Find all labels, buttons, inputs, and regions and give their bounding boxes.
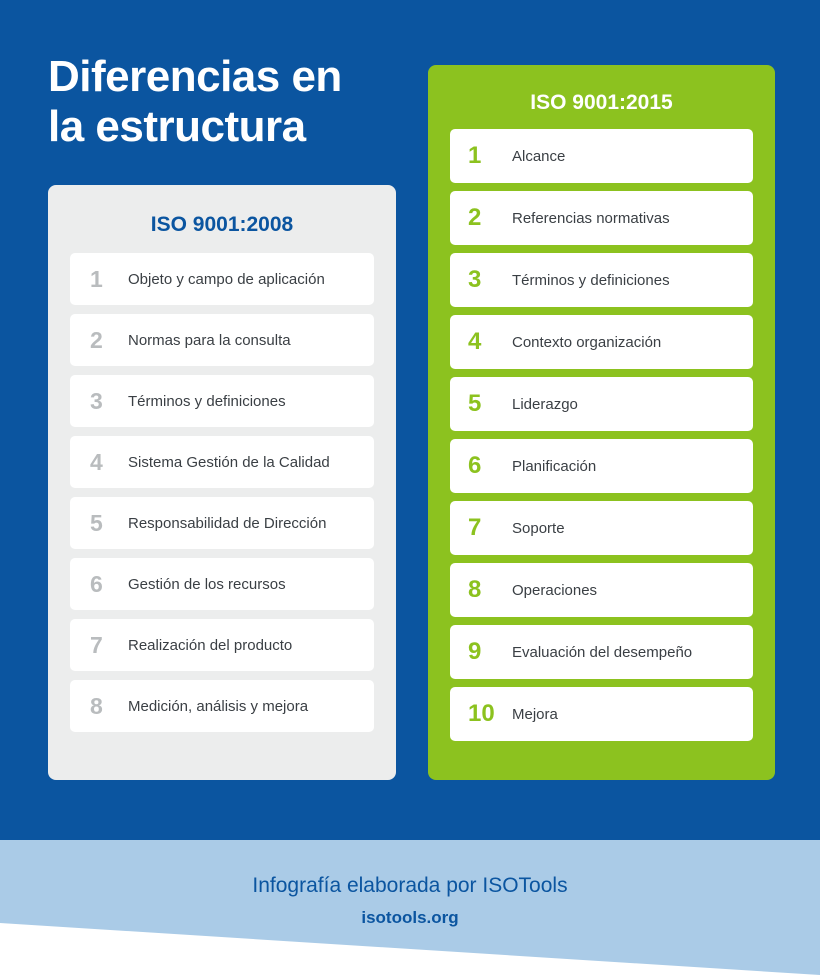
list-item-label: Responsabilidad de Dirección [128, 514, 327, 532]
footer-wedge-decoration [0, 923, 820, 975]
list-item [450, 501, 753, 555]
list-item-number: 1 [90, 265, 103, 292]
list-item-label: Términos y definiciones [128, 392, 286, 410]
list-item-number: 3 [468, 266, 482, 293]
list-item-number: 4 [90, 448, 103, 475]
list-item-number: 7 [468, 514, 482, 541]
list-item-number: 8 [90, 692, 103, 719]
list-item [70, 375, 374, 427]
list-item-label: Soporte [512, 519, 565, 537]
footer-credit: Infografía elaborada por ISOTools [252, 874, 568, 897]
panel-iso-2008-heading: ISO 9001:2008 [150, 213, 294, 236]
list-item-number: 3 [90, 387, 103, 414]
page-title-line-1: Diferencias en [48, 52, 342, 101]
footer-url[interactable]: isotools.org [361, 908, 459, 927]
panel-iso-2008 [48, 185, 396, 780]
list-item [450, 191, 753, 245]
list-item [70, 497, 374, 549]
list-item [450, 687, 753, 741]
list-item-label: Sistema Gestión de la Calidad [128, 453, 330, 471]
list-item-label: Evaluación del desempeño [512, 643, 693, 661]
list-item-number: 4 [468, 328, 482, 355]
list-item [450, 563, 753, 617]
list-item [70, 314, 374, 366]
list-item-label: Liderazgo [512, 395, 578, 413]
list-item-label: Mejora [512, 705, 558, 723]
list-item [450, 625, 753, 679]
list-item [450, 377, 753, 431]
list-item-number: 10 [468, 700, 495, 727]
panel-iso-2015-heading: ISO 9001:2015 [530, 91, 673, 114]
list-item [450, 253, 753, 307]
list-item-label: Gestión de los recursos [128, 575, 286, 593]
list-item-label: Operaciones [512, 581, 598, 599]
list-item-number: 8 [468, 576, 482, 603]
list-item [70, 558, 374, 610]
list-item-label: Normas para la consulta [128, 331, 291, 349]
list-item-number: 7 [90, 631, 103, 658]
list-item-label: Medición, análisis y mejora [128, 697, 309, 715]
footer [0, 840, 820, 975]
list-item [70, 680, 374, 732]
list-item-label: Términos y definiciones [512, 271, 670, 289]
page-title [48, 52, 408, 152]
list-item-number: 6 [90, 570, 103, 597]
list-item [450, 315, 753, 369]
list-item-number: 2 [90, 326, 103, 353]
list-item [70, 619, 374, 671]
list-item [450, 439, 753, 493]
list-item-label: Objeto y campo de aplicación [128, 270, 325, 288]
list-item-number: 5 [468, 390, 482, 417]
list-item [450, 129, 753, 183]
list-item-number: 5 [90, 509, 103, 536]
list-item-label: Contexto organización [512, 333, 662, 351]
list-item-number: 9 [468, 638, 482, 665]
list-item-number: 2 [468, 204, 482, 231]
list-item [70, 436, 374, 488]
list-item-label: Alcance [512, 147, 566, 165]
panel-iso-2015 [428, 65, 775, 780]
list-item-number: 1 [468, 142, 482, 169]
list-item [70, 253, 374, 305]
list-item-label: Realización del producto [128, 636, 293, 654]
list-item-number: 6 [468, 452, 482, 479]
page-title-line-2: la estructura [48, 102, 306, 151]
list-item-label: Planificación [512, 457, 597, 475]
list-item-label: Referencias normativas [512, 209, 670, 227]
